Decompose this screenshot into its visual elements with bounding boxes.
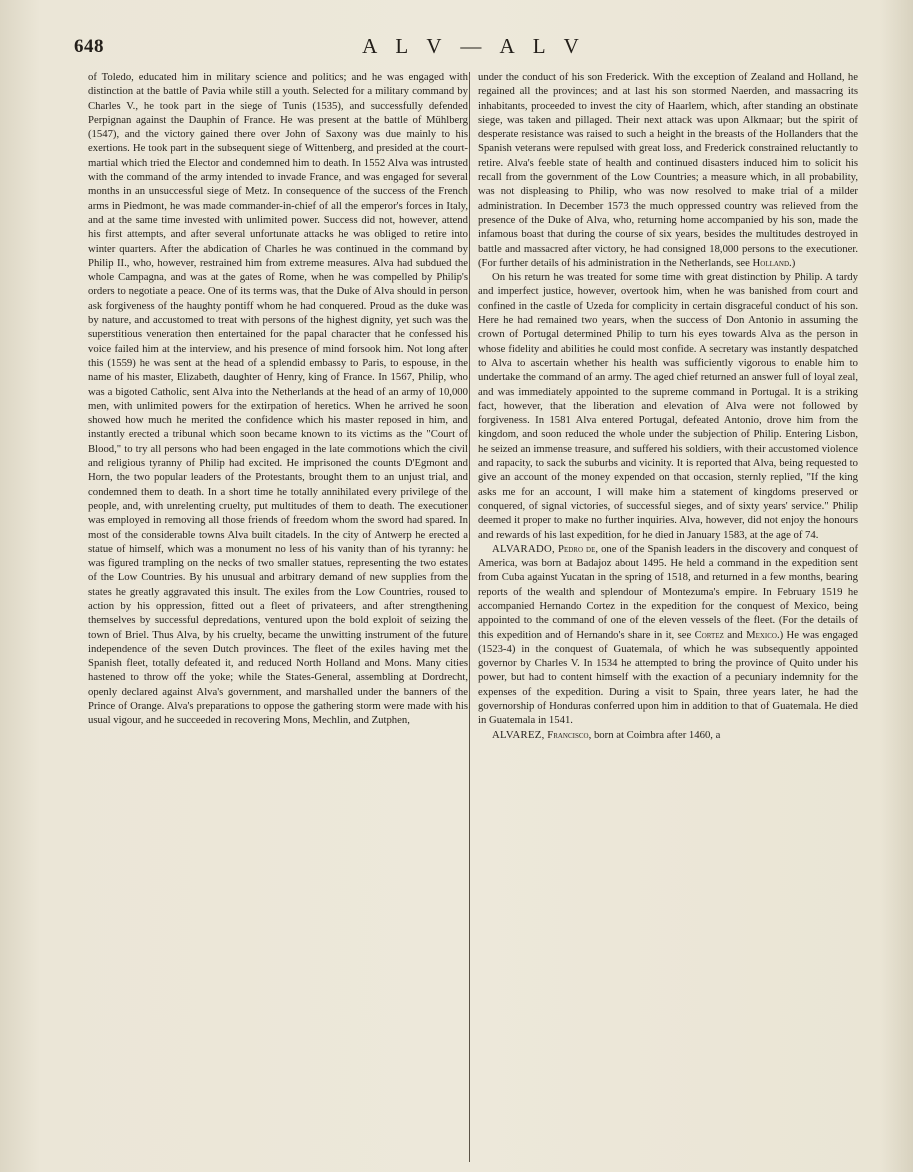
paragraph: of Toledo, educated him in military science and politics; and he was engaged with distinction at the battle of Pavia while still a youth. Selected for a military command by Charles V., he took part in the siege of Tunis (1535), and successfully defended Perpignan against the Dauphin of France. He was present at the battle of Mühlberg (1547), and the victory gained there over John of Saxony was due mainly to his exertions. He took part in the subsequent siege of Wittenberg, and presided at the court-martial which tried the Elector and condemned him to death. In 1552 Alva was intrusted with the command of the army intended to invade France, and was engaged for several months in an unsuccessful siege of Metz. In consequence of the success of the French arms in Piedmont, he was made commander-in-chief of all the emperor's forces in Italy, and at the same time invested with unlimited power. Success did not, however, attend his first attempts, and after several unfortunate attacks he was obliged to retire into winter quarters. After the abdication of Charles he was continued in the command by Philip II., who, however, restrained him from extreme measures. Alva had subdued the whole Campagna, and was at the gates of Rome, when he was compelled by Philip's orders to negotiate a peace. One of its terms was, that the Duke of Alva should in person ask forgiveness of the haughty pontiff whom he had conquered. Proud as the duke was by nature, and accustomed to treat with persons of the highest dignity, yet such was the superstitious veneration then entertained for the papal character that he confessed his voice failed him at the interview, and his presence of mind forsook him. Not long after this (1559) he was sent at the head of a splendid embassy to Paris, to espouse, in the name of his master, Elizabeth, daughter of Henry, king of France. In 1567, Philip, who was a bigoted Catholic, sent Alva into the Netherlands at the head of an army of 10,000 men, with unlimited powers for the extirpation of heretics. When he arrived he soon showed how much he merited the confidence which his master reposed in him, and instantly erected a tribunal which soon became known to its victims as the "Court of Blood," to try all persons who had been engaged in the late commotions which the civil and religious tyranny of Philip had excited. He imprisoned the counts D'Egmont and Horn, the two popular leaders of the Protestants, brought them to an unjust trial, and condemned them to death. In a short time he totally annihilated every privilege of the people, and, with unrelenting cruelty, put multitudes of them to death. The executioner was employed in removing all those friends of freedom whom the sword had spared. In most of the considerable towns Alva built citadels. In the city of Antwerp he erected a statue of himself, which was a monument no less of his vanity than of his tyranny: he was figured trampling on the necks of two smaller statues, representing the two estates of the Low Countries. By his unusual and arbitrary demand of new supplies from the states he greatly aggravated this insult. The exiles from the Low Countries, roused to action by his oppression, fitted out a fleet of privateers, and after strengthening themselves by successful depredations, ventured upon the bold exploit of seizing the town of Briel. Thus Alva, by his cruelty, became the unwitting instrument of the future independence of the seven Dutch provinces. The fleet of the exiles having met the Spanish fleet, totally defeated it, and reduced North Holland and Mons. Many cities hastened to throw off the yoke; while the States-General, assembling at Dordrecht, openly declared against Alva's government, and marshalled under the banners of the Prince of Orange. Alva's preparations to oppose the gathering storm were made with his usual vigour, and he succeeded in recovering Mons, Mechlin, and Zutphen, [88, 71, 468, 727]
entry-headword: ALVAREZ, [492, 728, 545, 741]
entry-given-name: Francisco [547, 728, 589, 741]
running-head: A L V — A L V [362, 34, 586, 58]
left-column [88, 70, 468, 728]
entry-alvarado [478, 542, 858, 728]
paragraph-text: and [723, 628, 747, 641]
paragraph [478, 70, 858, 270]
cross-reference: Mexico [746, 628, 777, 641]
right-column [478, 70, 858, 742]
paragraph: On his return he was treated for some time with great distinction by Philip. A tardy and imperfect justice, however, overtook him, when he was banished from court and confined in the castle of Uzeda for complicity in certain disgraceful conduct of his son. Here he had remained two years, when the success of Don Antonio in assuming the crown of Portugal determined Philip to turn his eyes towards Alva as the person in whose fidelity and abilities he could most confide. A secretary was instantly despatched to Alva to ascertain whether his health was sufficiently vigorous to enable him to undertake the command of an army. The aged chief returned an answer full of loyal zeal, and was immediately appointed to the supreme command in Portugal. It is a striking fact, however, that the liberation and elevation of Alva were not followed by forgiveness. In 1581 Alva entered Portugal, defeated Antonio, drove him from the kingdom, and soon reduced the whole under the subjection of Philip. Entering Lisbon, he seized an immense treasure, and suffered his soldiers, with their accustomed violence and rapacity, to sack the suburbs and vicinity. It is reported that Alva, being requested to give an account of the money expended on that occasion, sternly replied, "If the king asks me for an account, I will make him a statement of kingdoms preserved or conquered, of signal victories, of successful sieges, and of sixty years' service." Philip deemed it proper to make no further inquiries. Alva, however, did not enjoy the honours and rewards of his last expedition, for he died in January 1583, at the age of 74. [478, 271, 858, 541]
entry-given-name: Pedro de [558, 542, 596, 555]
cross-reference: Holland [752, 256, 790, 269]
paragraph-text: .) He was engaged (1523-4) in the conquest of Guatemala, of which he was subsequently appointed governor by Charles V. In 1534 he attempted to bring the province of Quito under his power, but had to content himself with the exaction of a pecuniary indemnity for the expenses of the expedition. During a visit to Spain, three years later, he had the governorship of Honduras conferred upon him in addition to that of Guatemala. He died in Guatemala in 1541. [478, 628, 858, 727]
column-divider [469, 72, 470, 1162]
paragraph-text: .) [789, 256, 796, 269]
entry-headword: ALVARADO, [492, 542, 555, 555]
paragraph-text: , one of the Spanish leaders in the discovery and conquest of America, was born at Badajoz about 1495. He held a command in the expedition sent from Cuba against Yucatan in the spring of 1518, and returned in a few months, bearing reports of the wealth and splendour of Montezuma's empire. In February 1519 he accompanied Hernando Cortez in the expedition for the conquest of Mexico, being appointed to the command of one of the eleven vessels of the fleet. (For the details of this expedition and of Hernando's share in it, see [478, 542, 859, 641]
entry-alvarez [478, 728, 858, 742]
page-header [74, 34, 874, 64]
paragraph-text: under the conduct of his son Frederick. With the exception of Zealand and Holland, he regained all the provinces; and at last his son stormed Naerden, and massacring its inhabitants, proceeded to invest the city of Haarlem, which, after standing an obstinate siege, was taken and pillaged. Their next attack was upon Alkmaar; but the spirit of desperate resistance was raised to such a height in the breasts of the Hollanders that the Spanish veterans were repulsed with great loss, and Frederick constrained reluctantly to retire. Alva's feeble state of health and continued disasters induced him to solicit his recall from the government of the Low Countries; a measure which, in all probability, was not displeasing to Philip, who was now resolved to make trial of a milder administration. In December 1573 the much oppressed country was relieved from the presence of the Duke of Alva, who, returning home accompanied by his son, made the infamous boast that during the course of six years, besides the multitudes destroyed in battle and massacred after victory, he had consigned 18,000 persons to the executioner. (For further details of his administration in the Netherlands, see [478, 71, 858, 269]
cross-reference: Cortez [694, 628, 724, 641]
paragraph-text: , born at Coimbra after 1460, a [588, 728, 721, 741]
page-number: 648 [74, 36, 104, 57]
